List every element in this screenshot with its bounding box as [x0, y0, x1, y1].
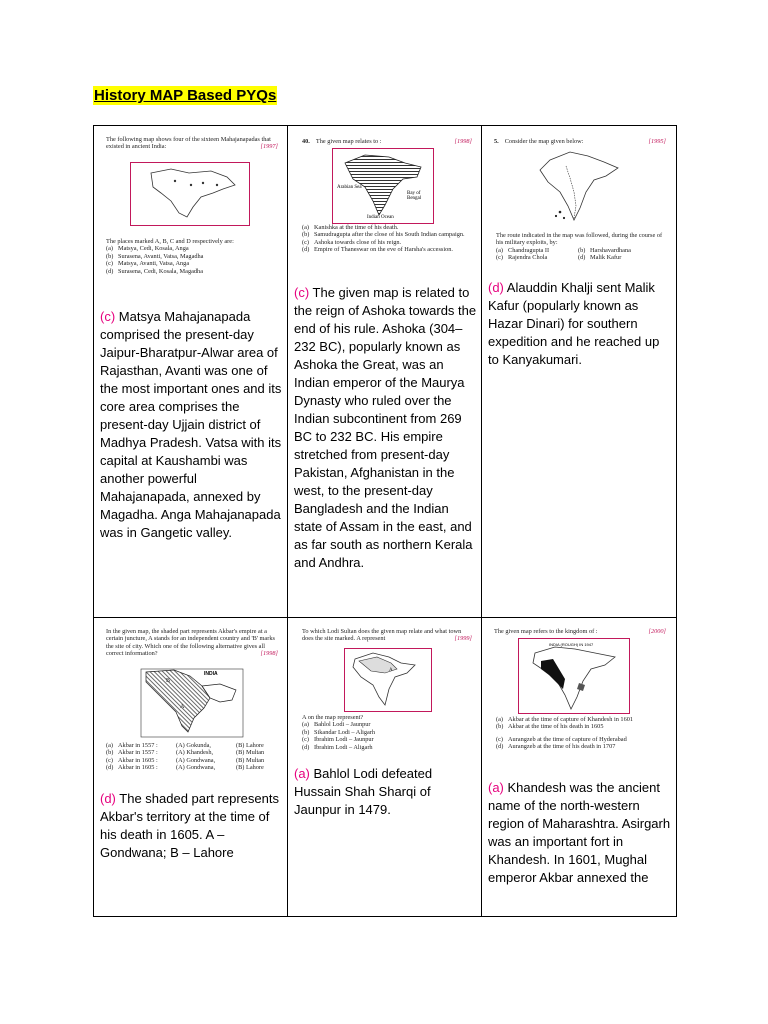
svg-text:B: B [166, 678, 171, 684]
question-stem: The places marked A, B, C and D respectively are: [106, 238, 234, 245]
answer-explanation: (a) Bahlol Lodi defeated Hussain Shah Sharqi of Jaunpur in 1479. [294, 766, 433, 817]
map-label: INDIA [204, 671, 218, 677]
akbar-empire-map [140, 668, 244, 738]
answer-explanation: (c) Matsya Mahajanapada comprised the present-day Jaipur-Bharatpur-Alwar area of Rajasthan, Avanti was one of the most important ones and its core area comprises the present-day Ujjain district of Madhya Pradesh. Vatsa with its capital at Kaushambi was another powerful Mahajanapada, annexed by Magadha. Anga Mahajanapada was in Gangetic valley. [100, 309, 282, 540]
option-d: Malik Kafur [590, 254, 622, 262]
answer-explanation: (d) The shaded part represents Akbar's territory at the time of his death in 1605. A – Gondwana; B – Lahore [100, 791, 279, 860]
option-c: (c) Ashoka towards close of his reign. [302, 238, 402, 246]
svg-text:A: A [389, 668, 393, 673]
answer-key: (c) [100, 309, 116, 324]
option-b: (b) Surasena, Avanti, Vatsa, Magadha [106, 252, 204, 260]
ashoka-map [332, 148, 434, 224]
question-stem: A on the map represent? [302, 714, 364, 721]
answer-key: (a) [294, 766, 310, 781]
option-d: (d) Akbar in 1605 : (A) Gondwana, (B) Lahore [106, 764, 264, 772]
question-options [302, 714, 474, 751]
option-d: (d) Surasena, Cedi, Kosala, Magadha [106, 267, 203, 275]
year-badge: [1999] [454, 635, 472, 643]
question-text: 5. Consider the map given below: [1995] [494, 138, 666, 145]
option-b: (b) Akbar in 1557 : (A) Khandesh, (B) Multan [106, 749, 265, 757]
question-cell-5 [288, 618, 482, 917]
map-label: Indian Ocean [367, 215, 394, 220]
question-grid [93, 125, 677, 917]
page-title: History MAP Based PYQs [94, 87, 277, 104]
option-c-key: (c) [496, 254, 503, 262]
option-d: (d) Ibrahim Lodi – Aligarh [302, 743, 373, 751]
option-b: (b) Sikandar Lodi – Aligarh [302, 728, 376, 736]
option-a: (a) Akbar at the time of capture of Khandesh in 1601 [496, 716, 634, 723]
option-c: Rajendra Chola [508, 254, 548, 262]
kingdom-map [518, 638, 630, 714]
question-cell-6 [482, 618, 677, 917]
option-d-key: (d) [578, 254, 586, 262]
answer-key: (d) [488, 280, 504, 295]
question-cell-3 [482, 126, 677, 618]
answer-explanation: (a) Khandesh was the ancient name of the north-western region of Maharashtra. Asirgarh was an important fort in Khandesh. In 1601, Mughal emperor Akbar annexed the [488, 780, 671, 885]
question-options [106, 238, 278, 275]
malik-kafur-map [530, 148, 626, 228]
option-a: (a) Kanishka at the time of his death. [302, 224, 399, 231]
answer-key: (c) [294, 285, 310, 300]
answer-explanation: (c) The given map is related to the reign of Ashoka towards the end of his rule. Ashoka (304–232 BC), popularly known as Ashoka the Great, was an Indian emperor of the Maurya Dynasty who ruled over the Indian subcontinent from 269 BC to 232 BC. His empire stretched from present-day Pakistan, Afghanistan in the west, to the present-day Bangladesh and the Indian state of Assam in the east, and as far south as northern Kerala and Andhra. [294, 285, 477, 570]
map-label: INDIA (ROUGH) IN 1947 [549, 642, 594, 647]
svg-text:A: A [180, 704, 185, 710]
year-badge: [1995] [648, 138, 666, 145]
option-b: (b) Akbar at the time of his death in 1605 [496, 723, 604, 731]
option-b: (b) Samudragupta after the close of his South Indian campaign. [302, 231, 465, 239]
option-c: (c) Matsya, Avanti, Vatsa, Anga [106, 260, 190, 268]
mahajanapada-map [130, 162, 250, 226]
map-label: Bay of Bengal [407, 191, 422, 201]
question-text: 40. The given map relates to : [1998] [302, 138, 472, 145]
question-cell-1 [94, 126, 288, 618]
question-text: The following map shows four of the sixteen Mahajanapadas that existed in ancient India: [1997] [106, 136, 278, 151]
answer-key: (d) [100, 791, 116, 806]
question-stem: The route indicated in the map was followed, during the course of his military exploits, by: [496, 232, 663, 247]
lodi-map [344, 648, 432, 712]
option-a: (a) Bahlol Lodi – Jaunpur [302, 721, 371, 729]
option-c: (c) Aurangzeb at the time of capture of Hyderabad [496, 735, 627, 743]
year-badge: [1998] [260, 650, 278, 658]
year-badge: [1997] [260, 143, 278, 151]
option-c: (c) Akbar in 1605 : (A) Gondwana, (B) Multan [106, 756, 265, 764]
question-text: In the given map, the shaded part represents Akbar's empire at a certain juncture, A stands for an independent country and 'B' marks the site of city. Which one of the following alternative gives all correct information? [1998] [106, 628, 278, 658]
question-options [106, 742, 284, 772]
option-d: (d) Empire of Thaneswar on the eve of Harsha's accession. [302, 246, 453, 254]
question-options [496, 232, 668, 262]
year-badge: [2000] [648, 628, 666, 635]
question-cell-4 [94, 618, 288, 917]
question-options [496, 716, 670, 751]
option-b-key: (b) [578, 246, 586, 254]
question-text: The given map refers to the kingdom of : [2000] [494, 628, 666, 635]
question-text: To which Lodi Sultan does the given map relate and what town does the site marked. A represent [1999] [302, 628, 472, 643]
answer-key: (a) [488, 780, 504, 795]
map-label: Arabian Sea [337, 185, 362, 190]
option-a: (a) Akbar in 1557 : (A) Gokunda, (B) Lahore [106, 742, 264, 749]
year-badge: [1998] [454, 138, 472, 145]
answer-explanation: (d) Alauddin Khalji sent Malik Kafur (popularly known as Hazar Dinari) for southern expedition and he reached up to Kanyakumari. [488, 280, 660, 367]
option-c: (c) Ibrahim Lodi – Jaunpur [302, 736, 374, 744]
question-cell-2 [288, 126, 482, 618]
option-a: (a) Matsya, Cedi, Kosala, Anga [106, 245, 189, 253]
option-a: Chandragupta II [508, 246, 550, 254]
question-options [302, 224, 474, 254]
option-b: Harshavardhana [590, 246, 631, 254]
option-d: (d) Aurangzeb at the time of his death in 1707 [496, 743, 616, 751]
option-a-key: (a) [496, 246, 503, 254]
